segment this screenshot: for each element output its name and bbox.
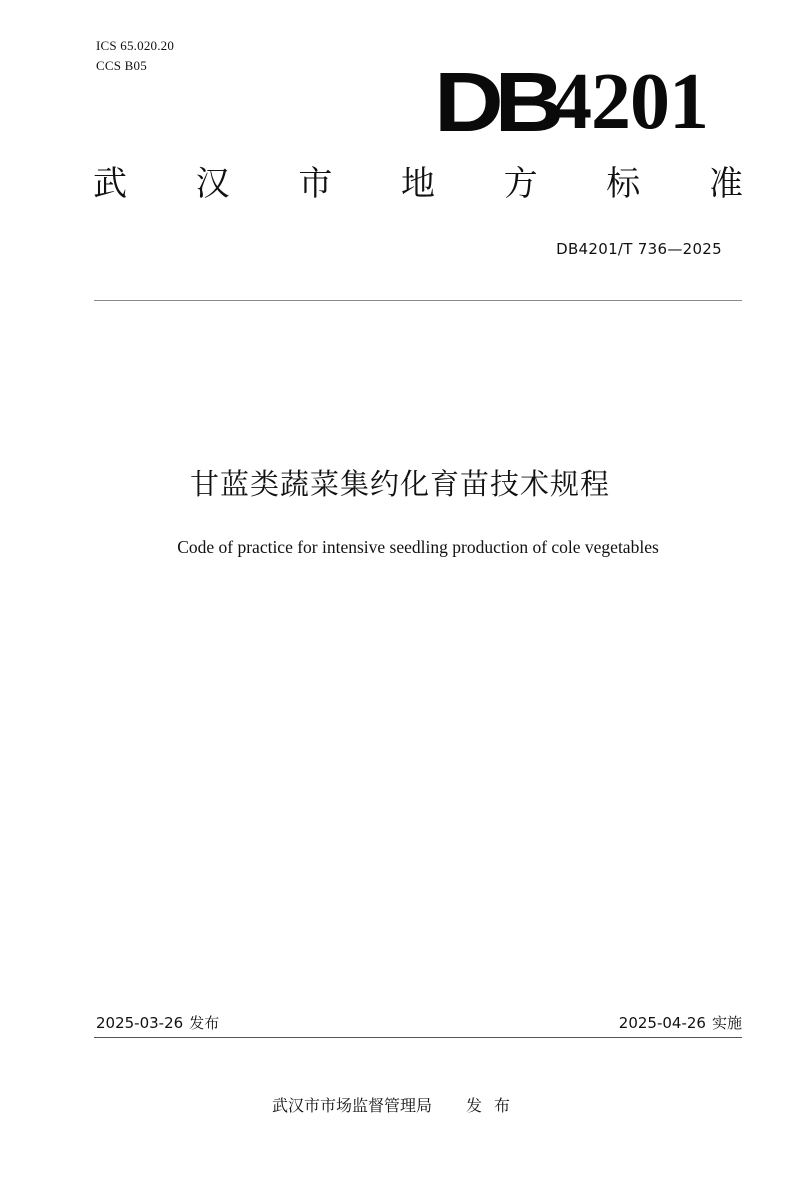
standard-code: DB4201/T 736—2025 (556, 240, 722, 258)
standard-type-char: 准 (708, 164, 743, 204)
issuer-action: 发布 (466, 1096, 523, 1115)
db-logo (434, 55, 708, 149)
issuer-line (272, 1093, 522, 1116)
bottom-divider (94, 1037, 742, 1038)
top-divider (94, 300, 742, 301)
db-logo-letters: DB (434, 55, 556, 149)
release-date (96, 1012, 219, 1033)
implementation-date (619, 1012, 742, 1033)
standard-type-char: 地 (400, 164, 435, 204)
release-label: 发布 (189, 1014, 220, 1032)
ccs-code: CCS B05 (96, 58, 147, 73)
issuer-organization: 武汉市市场监督管理局 (272, 1096, 433, 1115)
release-date-value: 2025-03-26 (96, 1014, 184, 1032)
standard-type-char: 武 (93, 164, 127, 204)
standard-type-char: 汉 (195, 164, 230, 204)
implementation-date-value: 2025-04-26 (618, 1014, 706, 1032)
ics-code: ICS 65.020.20 (96, 38, 175, 53)
document-title-chinese: 甘蓝类蔬菜集约化育苗技术规程 (189, 467, 610, 501)
document-title-english: Code of practice for intensive seedling production of cole vegetables (177, 537, 659, 557)
standard-type-char: 标 (606, 164, 641, 204)
standard-type-char: 市 (298, 164, 333, 204)
standard-type-heading (88, 162, 748, 206)
implementation-label: 实施 (711, 1014, 742, 1032)
db-logo-number: 4201 (552, 58, 708, 146)
standard-type-char: 方 (503, 164, 538, 204)
